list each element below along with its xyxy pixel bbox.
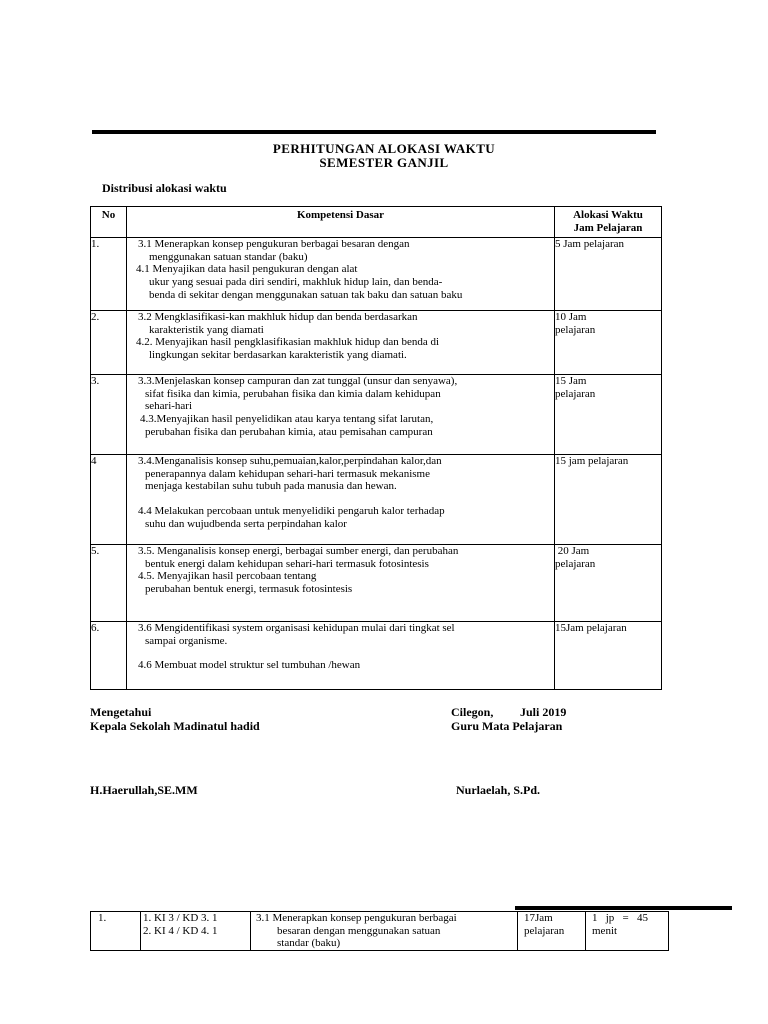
jam-line: 17Jam [524, 912, 553, 924]
kd-line: 4.2. Menyajikan hasil pengklasifikasian makhluk hidup dan benda di [136, 336, 440, 349]
kd-line: 4.6 Membuat model struktur sel tumbuhan /hewan [138, 659, 361, 672]
kd-line: perubahan bentuk energi, termasuk fotosintesis [145, 582, 353, 595]
row-alokasi [555, 311, 662, 375]
table-row [91, 238, 662, 311]
alokasi-line: pelajaran [555, 323, 596, 336]
jam-line: pelajaran [524, 924, 565, 937]
table-row [91, 311, 662, 375]
table-row [91, 622, 662, 690]
alokasi-line: 15 jam pelajaran [555, 455, 629, 468]
row-alokasi [555, 545, 662, 622]
kd-line: 4.1 Menyajikan data hasil pengukuran dengan alat [136, 263, 358, 276]
kd-line: 3.3.Menjelaskan konsep campuran dan zat tunggal (unsur dan senyawa), [138, 375, 458, 388]
header-alokasi-line2: Jam Pelajaran [573, 221, 643, 234]
kd-line: perubahan fisika dan perubahan kimia, atau pemisahan campuran [145, 425, 433, 438]
signature-place: Cilegon, [451, 705, 494, 719]
ki-line: 1. KI 3 / KD 3. 1 [143, 912, 218, 924]
kd-line: karakteristik yang diamati [149, 323, 264, 336]
row-kd [127, 455, 555, 545]
row-no: 1. [91, 238, 127, 311]
bottom-row-ki [141, 912, 251, 951]
signature-left-heading: Mengetahui [90, 705, 152, 719]
alokasi-line: 5 Jam pelajaran [555, 238, 625, 251]
kd-line: 3.6 Mengidentifikasi system organisasi kehidupan mulai dari tingkat sel [138, 622, 455, 635]
row-no: 5. [91, 545, 127, 622]
row-no: 4 [91, 455, 127, 545]
row-kd [127, 238, 555, 311]
alokasi-line: pelajaran [555, 387, 596, 400]
kd-line: sifat fisika dan kimia, perubahan fisika dan kimia dalam kehidupan [145, 387, 441, 400]
kd-line: 3.1 Menerapkan konsep pengukuran berbagai [256, 912, 457, 924]
row-kd [127, 622, 555, 690]
row-kd [127, 311, 555, 375]
alokasi-line: 10 Jam [555, 311, 587, 324]
ki-line: 2. KI 4 / KD 4. 1 [143, 924, 218, 937]
section-subtitle: Distribusi alokasi waktu [102, 181, 227, 195]
kd-line: lingkungan sekitar berdasarkan karakteristik yang diamati. [149, 348, 407, 361]
kd-line: 3.5. Menganalisis konsep energi, berbagai sumber energi, dan perubahan [138, 545, 459, 558]
kd-line: menjaga kestabilan suhu tubuh pada manusia dan hewan. [145, 480, 397, 493]
alokasi-line: 15 Jam [555, 375, 587, 388]
line-gap [127, 647, 554, 659]
row-kd [127, 545, 555, 622]
kd-line: bentuk energi dalam kehidupan sehari-hari termasuk fotosintesis [145, 557, 429, 570]
kd-line: menggunakan satuan standar (baku) [149, 250, 308, 263]
row-kd [127, 375, 555, 455]
kd-line: besaran dengan menggunakan satuan [277, 924, 441, 937]
table-row [91, 455, 662, 545]
header-no: No [91, 207, 127, 238]
table-row [91, 912, 669, 951]
kd-line: penerapannya dalam kehidupan sehari-hari termasuk mekanisme [145, 467, 430, 480]
header-kd: Kompetensi Dasar [127, 207, 555, 238]
row-no: 3. [91, 375, 127, 455]
bottom-rule [515, 906, 732, 910]
kd-line: ukur yang sesuai pada diri sendiri, makhluk hidup lain, dan benda- [149, 275, 443, 288]
jp-line: menit [592, 924, 618, 937]
line-gap [127, 493, 554, 505]
kd-line: 3.4.Menganalisis konsep suhu,pemuaian,kalor,perpindahan kalor,dan [138, 455, 442, 468]
top-rule [92, 130, 656, 134]
kd-line: 3.1 Menerapkan konsep pengukuran berbagai besaran dengan [138, 238, 410, 251]
row-alokasi [555, 622, 662, 690]
kd-line: benda di sekitar dengan menggunakan satuan tak baku dan satuan baku [149, 288, 463, 301]
alokasi-line: 15Jam pelajaran [555, 622, 627, 635]
header-alokasi [555, 207, 662, 238]
document-semester: SEMESTER GANJIL [319, 155, 449, 170]
alokasi-line: pelajaran [555, 557, 596, 570]
document-title: PERHITUNGAN ALOKASI WAKTU [272, 141, 496, 156]
kd-line: 4.5. Menyajikan hasil percobaan tentang [138, 570, 317, 583]
alokasi-line: 20 Jam [555, 545, 590, 558]
row-alokasi [555, 455, 662, 545]
next-page-table [90, 911, 669, 951]
kd-line: standar (baku) [277, 937, 341, 950]
header-alokasi-line1: Alokasi Waktu [573, 209, 643, 221]
signature-left-role: Kepala Sekolah Madinatul hadid [90, 719, 260, 733]
bottom-row-kd [251, 912, 518, 951]
kd-line: sehari-hari [145, 400, 193, 413]
kd-line: suhu dan wujudbenda serta perpindahan kalor [145, 517, 347, 530]
signature-date: Juli 2019 [520, 705, 567, 719]
table-header-row [91, 207, 662, 238]
kd-line: 3.2 Mengklasifikasi-kan makhluk hidup dan benda berdasarkan [138, 311, 418, 324]
allocation-table [90, 206, 662, 690]
kd-line: 4.3.Menyajikan hasil penyelidikan atau karya tentang sifat larutan, [140, 412, 434, 425]
signature-left-name: H.Haerullah,SE.MM [90, 783, 198, 797]
signature-right-role: Guru Mata Pelajaran [451, 719, 563, 733]
bottom-row-jp [586, 912, 669, 951]
row-no: 6. [91, 622, 127, 690]
row-no: 2. [91, 311, 127, 375]
kd-line: sampai organisme. [145, 634, 228, 647]
table-row [91, 545, 662, 622]
kd-line: 4.4 Melakukan percobaan untuk menyelidiki pengaruh kalor terhadap [138, 504, 445, 517]
bottom-row-no: 1. [91, 912, 141, 951]
table-row [91, 375, 662, 455]
row-alokasi [555, 238, 662, 311]
jp-line: 1 jp = 45 [592, 912, 649, 924]
bottom-row-jam [518, 912, 586, 951]
row-alokasi [555, 375, 662, 455]
signature-right-name: Nurlaelah, S.Pd. [456, 783, 541, 797]
